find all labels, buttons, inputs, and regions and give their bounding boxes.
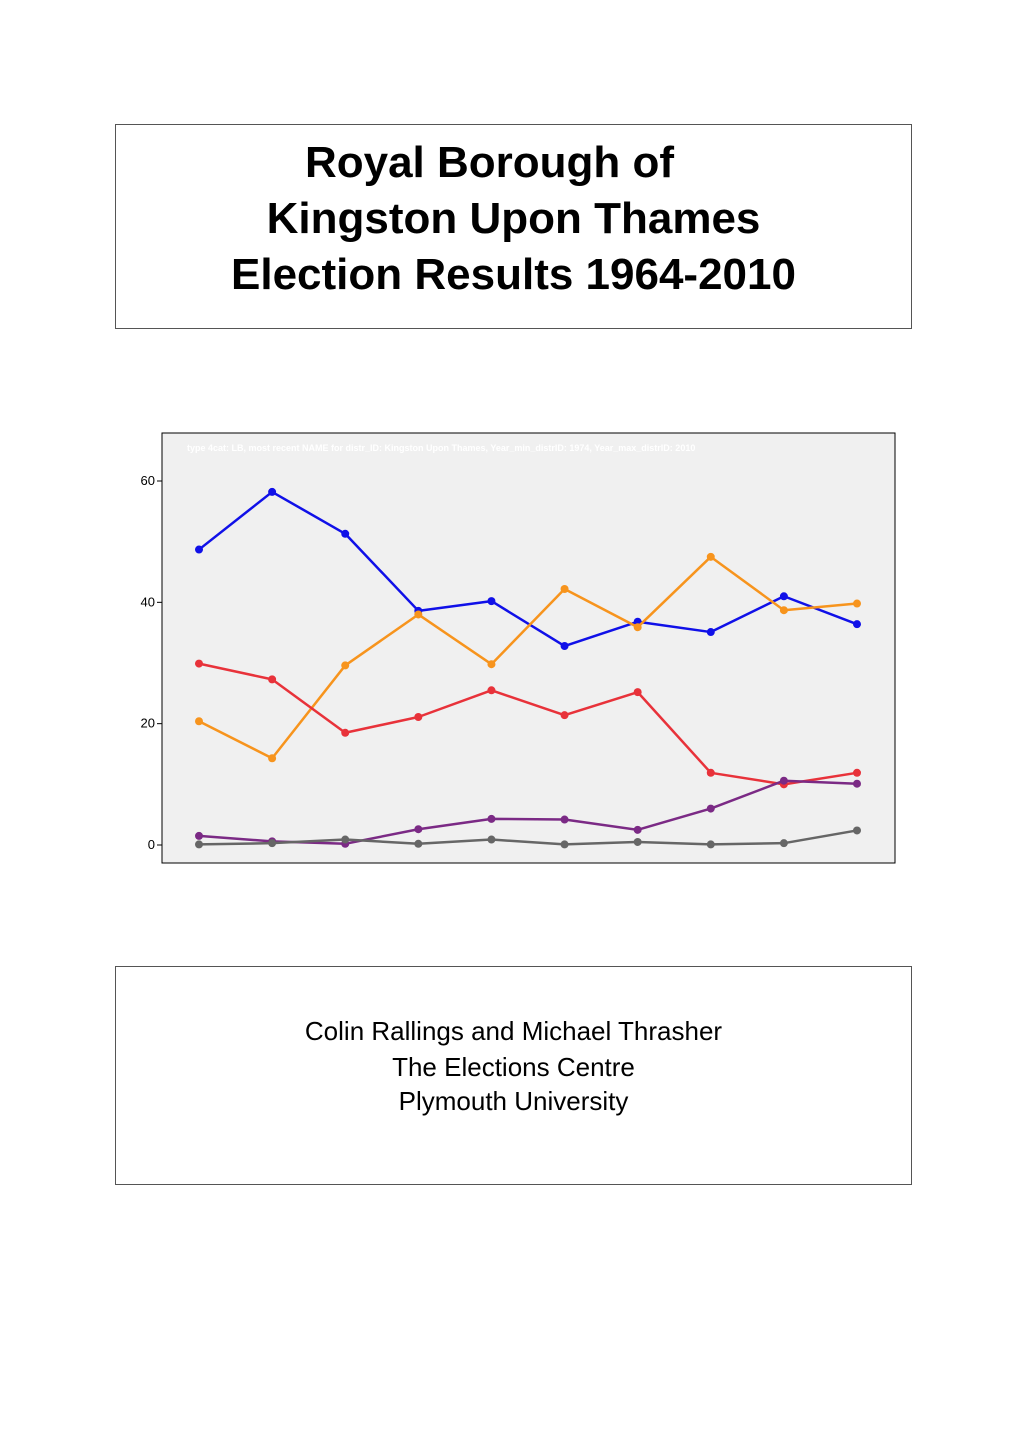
series-point-4 [341, 836, 349, 844]
series-point-3 [414, 825, 422, 833]
series-point-0 [561, 642, 569, 650]
series-point-0 [707, 628, 715, 636]
series-point-4 [268, 839, 276, 847]
y-tick-label: 40 [140, 594, 155, 610]
series-point-0 [341, 530, 349, 538]
series-point-4 [780, 839, 788, 847]
series-point-4 [707, 840, 715, 848]
series-point-0 [487, 597, 495, 605]
series-point-3 [634, 826, 642, 834]
title-line-1: Royal Borough of [304, 138, 675, 187]
series-point-4 [487, 836, 495, 844]
series-point-1 [707, 553, 715, 561]
series-point-3 [487, 815, 495, 823]
series-point-3 [853, 780, 861, 788]
series-point-2 [195, 660, 203, 668]
series-point-2 [561, 711, 569, 719]
series-point-1 [487, 660, 495, 668]
series-point-4 [853, 826, 861, 834]
series-point-2 [707, 769, 715, 777]
series-point-1 [853, 600, 861, 608]
series-point-1 [414, 610, 422, 618]
series-point-0 [268, 488, 276, 496]
title-box [115, 124, 912, 329]
series-point-4 [414, 840, 422, 848]
series-point-4 [634, 838, 642, 846]
y-tick-label: 20 [140, 715, 155, 731]
series-point-1 [268, 754, 276, 762]
credit-box [115, 966, 912, 1185]
chart-svg [120, 430, 900, 870]
series-point-3 [780, 777, 788, 785]
series-point-0 [853, 620, 861, 628]
series-point-1 [780, 606, 788, 614]
series-point-1 [561, 585, 569, 593]
series-point-0 [780, 592, 788, 600]
plot-area [162, 433, 895, 863]
series-point-2 [487, 686, 495, 694]
series-point-4 [195, 840, 203, 848]
authors-line: Colin Rallings and Michael Thrasher [304, 1016, 723, 1046]
y-tick-label: 0 [147, 837, 155, 852]
series-point-3 [195, 832, 203, 840]
university-line: Plymouth University [398, 1086, 629, 1116]
centre-line: The Elections Centre [392, 1052, 635, 1082]
series-point-1 [195, 717, 203, 725]
line-chart [120, 430, 900, 870]
y-tick-label: 60 [140, 473, 155, 488]
series-point-1 [341, 661, 349, 669]
series-point-2 [341, 729, 349, 737]
series-point-0 [195, 546, 203, 554]
series-point-3 [707, 805, 715, 813]
series-point-2 [634, 688, 642, 696]
series-point-2 [414, 713, 422, 721]
series-point-2 [268, 675, 276, 683]
chart-annotation: type 4cat: LB, most recent NAME for distr_ID: Kingston Upon Thames, Year_min_distrID: 1974, Year_max_distrID: 2010 [187, 443, 696, 453]
series-point-3 [561, 816, 569, 824]
series-point-4 [561, 840, 569, 848]
title-line-3: Election Results 1964-2010 [231, 250, 796, 299]
title-line-2: Kingston Upon Thames [266, 194, 761, 243]
series-point-2 [853, 769, 861, 777]
series-point-1 [634, 623, 642, 631]
